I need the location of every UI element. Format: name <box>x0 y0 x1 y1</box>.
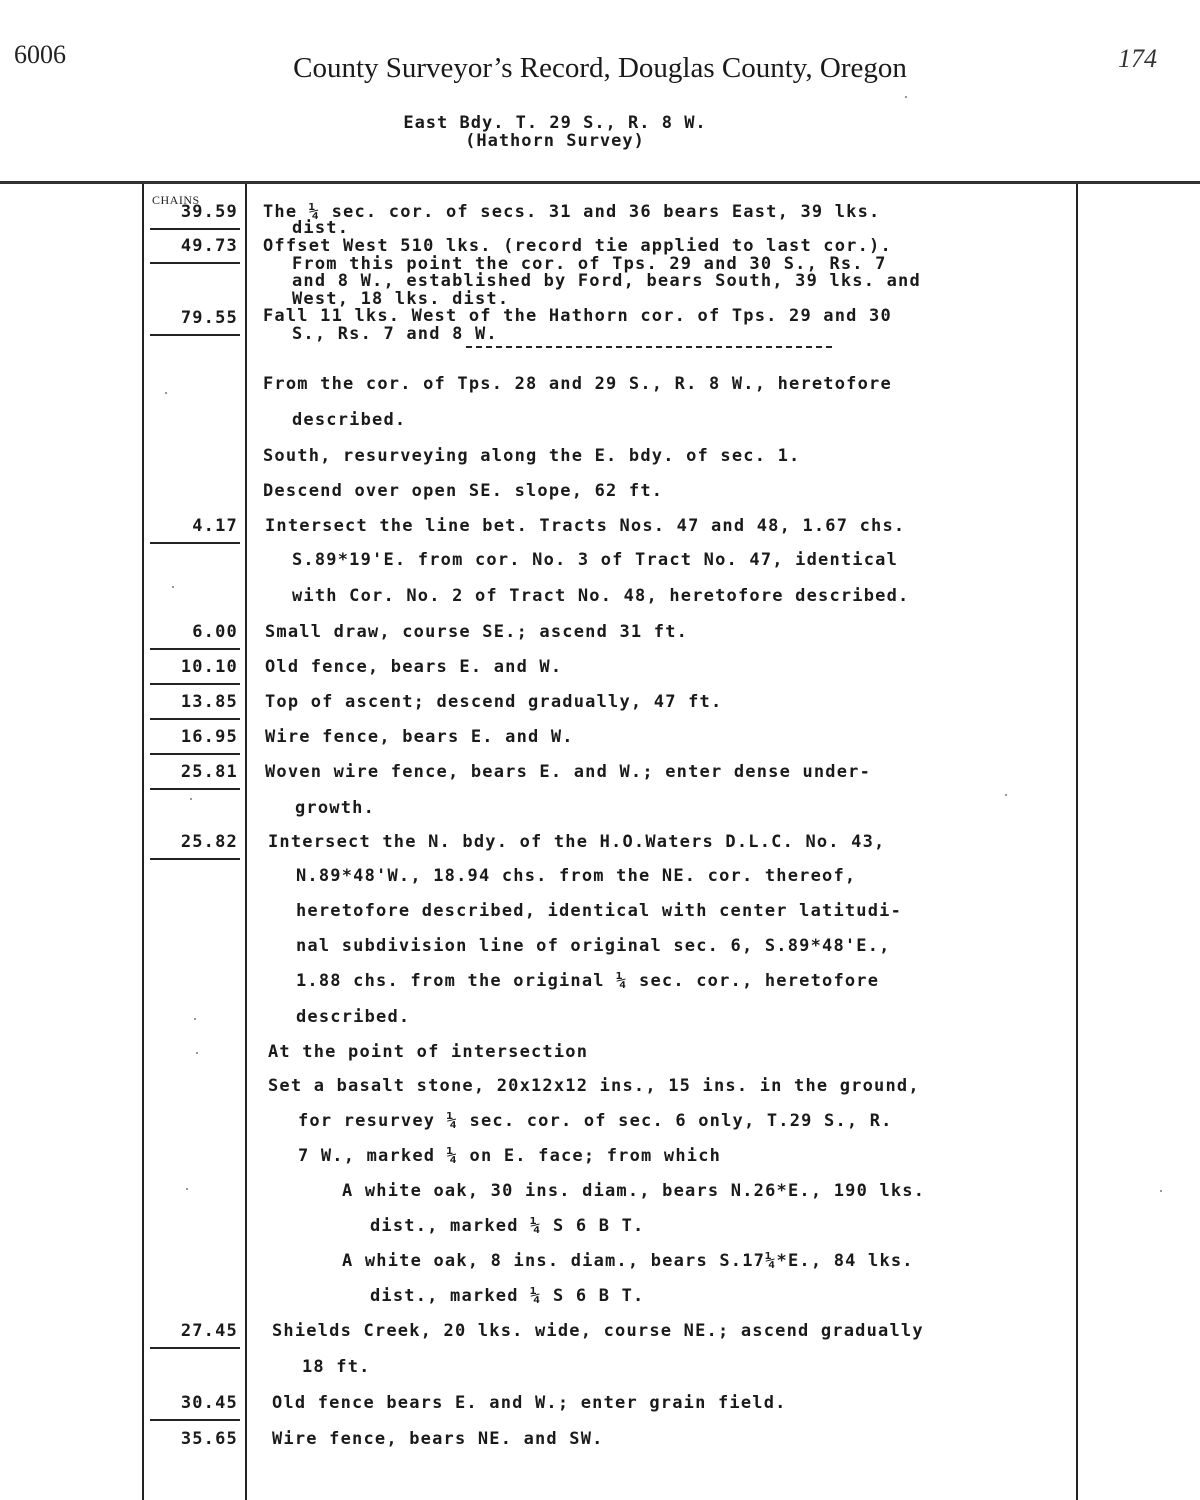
entry-line: Shields Creek, 20 lks. wide, course NE.; ascend gradually <box>272 1321 924 1341</box>
chain-tick <box>150 542 240 544</box>
chains-column-divider <box>245 184 247 1500</box>
left-margin-line <box>142 184 144 1500</box>
chain-tick <box>150 753 240 755</box>
entry-line: A white oak, 8 ins. diam., bears S.17¼*E., 84 lks. <box>342 1251 914 1271</box>
page-title: County Surveyor’s Record, Douglas County, Oregon <box>293 52 907 84</box>
entry-line: dist., marked ¼ S 6 B T. <box>370 1286 645 1306</box>
document-number: 6006 <box>14 40 66 69</box>
entry-line: heretofore described, identical with center latitudi- <box>296 901 903 921</box>
chain-value: 49.73 <box>180 236 238 256</box>
subtitle-township: East Bdy. T. 29 S., R. 8 W. <box>403 113 707 133</box>
chain-tick <box>150 858 240 860</box>
entry-line: South, resurveying along the E. bdy. of sec. 1. <box>263 446 801 466</box>
entry-line: 7 W., marked ¼ on E. face; from which <box>298 1146 722 1166</box>
entry-line: Top of ascent; descend gradually, 47 ft. <box>265 692 723 712</box>
entry-line: and 8 W., established by Ford, bears South, 39 lks. and <box>292 271 921 291</box>
chain-value: 13.85 <box>180 692 238 712</box>
entry-line: From the cor. of Tps. 28 and 29 S., R. 8 W., heretofore <box>263 374 892 394</box>
entry-line: nal subdivision line of original sec. 6, S.89*48'E., <box>296 936 891 956</box>
scan-speck <box>186 1188 188 1190</box>
right-margin-line <box>1076 184 1078 1500</box>
entry-line: Set a basalt stone, 20x12x12 ins., 15 ins. in the ground, <box>268 1076 920 1096</box>
entry-line: dist. <box>292 218 350 238</box>
chain-tick <box>150 648 240 650</box>
chain-tick <box>150 718 240 720</box>
section-separator <box>466 346 832 348</box>
entry-line: dist., marked ¼ S 6 B T. <box>370 1216 645 1236</box>
scan-speck <box>1160 1190 1162 1192</box>
entry-line: Old fence, bears E. and W. <box>265 657 563 677</box>
entry-line: A white oak, 30 ins. diam., bears N.26*E., 190 lks. <box>342 1181 926 1201</box>
scan-speck <box>1005 794 1007 796</box>
entry-line: for resurvey ¼ sec. cor. of sec. 6 only, T.29 S., R. <box>298 1111 893 1131</box>
scan-speck <box>165 392 167 394</box>
page-number: 174 <box>1118 44 1157 73</box>
entry-line: At the point of intersection <box>268 1042 589 1062</box>
chain-value: 25.82 <box>180 832 238 852</box>
chain-value: 4.17 <box>192 516 238 536</box>
entry-line: growth. <box>295 798 376 818</box>
entry-line: described. <box>292 410 407 430</box>
entry-line: S., Rs. 7 and 8 W. <box>292 324 498 344</box>
entry-line: West, 18 lks. dist. <box>292 289 510 309</box>
entry-line: From this point the cor. of Tps. 29 and 30 S., Rs. 7 <box>292 254 887 274</box>
chain-tick <box>150 228 240 230</box>
scan-speck <box>196 1052 198 1054</box>
entry-line: described. <box>296 1007 411 1027</box>
entry-line: S.89*19'E. from cor. No. 3 of Tract No. 47, identical <box>292 550 899 570</box>
chains-column-header: CHAINS <box>152 193 200 207</box>
chain-value: 6.00 <box>192 622 238 642</box>
entry-line: Fall 11 lks. West of the Hathorn cor. of Tps. 29 and 30 <box>263 306 892 326</box>
chain-value: 30.45 <box>180 1393 238 1413</box>
chain-value: 35.65 <box>180 1429 238 1449</box>
chain-value: 25.81 <box>180 762 238 782</box>
chain-value: 39.59 <box>180 202 238 222</box>
chain-value: 79.55 <box>180 308 238 328</box>
header-rule <box>0 181 1200 184</box>
entry-line: The ¼ sec. cor. of secs. 31 and 36 bears East, 39 lks. <box>263 202 881 222</box>
scan-speck <box>194 1018 196 1020</box>
entry-line: 18 ft. <box>302 1357 371 1377</box>
entry-line: Offset West 510 lks. (record tie applied to last cor.). <box>263 236 892 256</box>
entry-line: Small draw, course SE.; ascend 31 ft. <box>265 622 689 642</box>
chain-value: 16.95 <box>180 727 238 747</box>
chain-value: 10.10 <box>180 657 238 677</box>
entry-line: Descend over open SE. slope, 62 ft. <box>263 481 664 501</box>
chain-tick <box>150 1419 240 1421</box>
chain-tick <box>150 1347 240 1349</box>
entry-line: Intersect the N. bdy. of the H.O.Waters D.L.C. No. 43, <box>268 832 886 852</box>
subtitle-survey: (Hathorn Survey) <box>465 131 645 151</box>
entry-line: N.89*48'W., 18.94 chs. from the NE. cor. thereof, <box>296 866 857 886</box>
scan-speck <box>905 96 907 98</box>
chain-tick <box>150 788 240 790</box>
entry-line: Wire fence, bears E. and W. <box>265 727 574 747</box>
chain-tick <box>150 334 240 336</box>
chain-tick <box>150 683 240 685</box>
entry-line: Intersect the line bet. Tracts Nos. 47 and 48, 1.67 chs. <box>265 516 906 536</box>
entry-line: 1.88 chs. from the original ¼ sec. cor., heretofore <box>296 971 880 991</box>
scan-speck <box>172 586 174 588</box>
entry-line: Old fence bears E. and W.; enter grain field. <box>272 1393 787 1413</box>
entry-line: Woven wire fence, bears E. and W.; enter dense under- <box>265 762 872 782</box>
chain-tick <box>150 262 240 264</box>
chain-value: 27.45 <box>180 1321 238 1341</box>
entry-line: Wire fence, bears NE. and SW. <box>272 1429 604 1449</box>
entry-line: with Cor. No. 2 of Tract No. 48, heretofore described. <box>292 586 910 606</box>
scan-speck <box>190 798 192 800</box>
